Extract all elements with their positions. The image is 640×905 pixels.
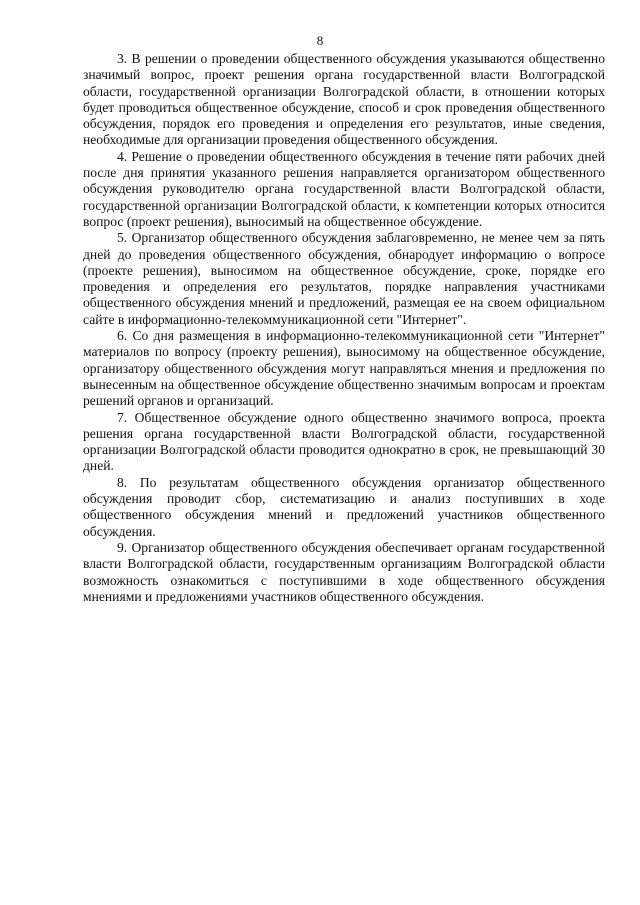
paragraph-4: 4. Решение о проведении общественного обсуждения в течение пяти рабочих дней после дня принятия указанного решения направляется организатором общественного обсуждения руководителю органа государственной власти Волгоградской области, государственной организации Волгоградской области, к компетенции которых относится вопрос (проект решения), выносимый на общественное обсуждение. bbox=[83, 148, 605, 229]
paragraph-9: 9. Организатор общественного обсуждения обеспечивает органам государственной власти Волгоградской области, государственным организациям Волгоградской области возможность ознакомиться с поступившими в ходе общественного обсуждения мнениями и предложениями участников общественного обсуждения. bbox=[83, 539, 605, 604]
paragraph-7: 7. Общественное обсуждение одного общественно значимого вопроса, проекта решения органа государственной власти Волгоградской области, государственной организации Волгоградской области проводится однократно в срок, не превышающий 30 дней. bbox=[83, 409, 605, 474]
paragraph-6: 6. Со дня размещения в информационно-телекоммуникационной сети "Интернет" материалов по вопросу (проекту решения), выносимому на общественное обсуждение, организатору общественного обсуждения могут направляться мнения и предложения по вынесенным на общественное обсуждение общественно значимым вопросам и проектам решений органов и организаций. bbox=[83, 328, 605, 409]
paragraph-3: 3. В решении о проведении общественного обсуждения указываются общественно значимый вопрос, проект решения органа государственной власти Волгоградской области, государственной организации Волгоградской области, в отношении которых будет проводиться общественное обсуждение, способ и срок проведения общественного обсуждения, порядок его проведения и определения его результатов, иные сведения, необходимые для организации проведения общественного обсуждения. bbox=[83, 51, 605, 148]
paragraph-5: 5. Организатор общественного обсуждения заблаговременно, не менее чем за пять дней до проведения общественного обсуждения, обнародует информацию о вопросе (проекте решения), выносимом на общественное обсуждение, сроке, порядке его проведения и определения его результатов, порядке направления участниками общественного обсуждения мнений и предложений, размещая ее на своем официальном сайте в информационно-телекоммуникационной сети "Интернет". bbox=[83, 230, 605, 327]
document-body bbox=[83, 51, 605, 605]
page-number: 8 bbox=[316, 33, 324, 48]
paragraph-8: 8. По результатам общественного обсуждения организатор общественного обсуждения проводит сбор, систематизацию и анализ поступивших в ходе общественного обсуждения мнений и предложений участников общественного обсуждения. bbox=[83, 474, 605, 539]
